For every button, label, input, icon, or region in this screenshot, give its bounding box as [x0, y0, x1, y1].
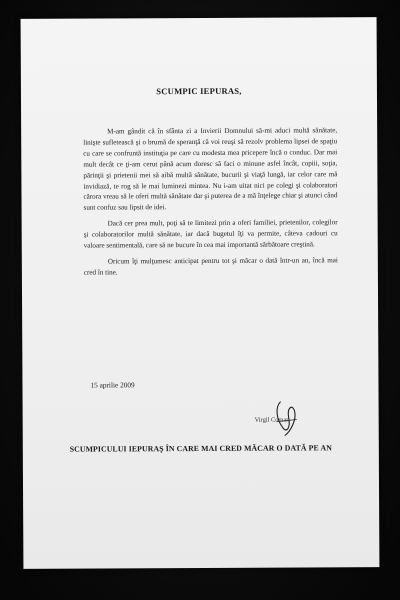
paragraph-2: Dacă cer prea mult, poţi să te limitezi prin a oferi familiei, prietenilor, colegilor şi colaboratorilor multă sănătate, iar dacă bugetul îţi va permite, câteva cadouri cu valoare sentimentală, care să ne bucure în cea mai importantă sărbătoare creştină. [83, 218, 338, 250]
paragraph-3: Oricum îţi mulţumesc anticipat pentru tot şi măcar o dată într-un an, încă mai cred în tine. [83, 256, 338, 277]
paragraph-1: M-am gândit că în sfânta zi a Invierii Domnului să-mi aduci multă sănătate, linişte sufletească şi o brumă de speranţă că voi reuşi să rezolv problema lipsei de spaţiu cu care se confruntă instituţia pe care cu modesta mea pricepere încă o conduc. Dar mai mult decât ce ţi-am cerut până acum doresc să faci o minune asfel încât, copiii, soţia, părinţii şi prietenii mei să aibă multă sănătate, bucurii şi viaţă lungă, iar celor care mă invidiază, te rog să le mai luminezi mintea. Nu i-am uitat nici pe colegi şi colaboratori cărora vreau să le oferi multă sănătate dar şi puterea de a mă înţelege chiar şi atunci când sunt confuz sau lipsit de idei. [83, 126, 338, 212]
letter-title: SCUMPIC IEPURAS, [156, 85, 242, 97]
letter-date: 15 aprilie 2009 [90, 380, 135, 390]
signature-name: Virgil Coman [254, 416, 290, 424]
letter-page [21, 17, 380, 569]
letter-footer: SCUMPICULUI IEPURAŞ ÎN CARE MAI CRED MĂCAR O DATĂ PE AN [69, 443, 332, 454]
letter-body [83, 125, 338, 283]
